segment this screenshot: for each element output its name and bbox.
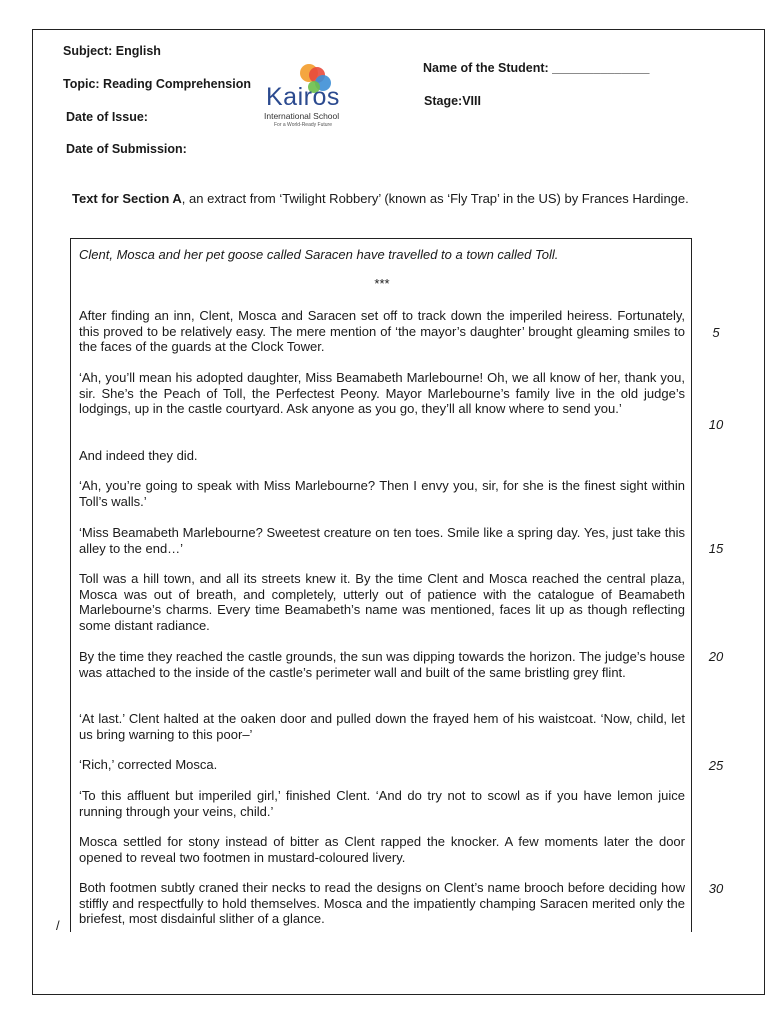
extract-paragraph: ‘Ah, you’re going to speak with Miss Marlebourne? Then I envy you, sir, for she is the finest sight within Toll’s walls.’ (79, 478, 685, 509)
extract-paragraph: ‘Rich,’ corrected Mosca. (79, 757, 218, 772)
extract-intro: Clent, Mosca and her pet goose called Saracen have travelled to a town called Toll. (79, 247, 559, 262)
section-intro-rest: , an extract from ‘Twilight Robbery’ (known as ‘Fly Trap’ in the US) by Frances Hardinge. (181, 191, 689, 206)
logo-wordmark: Kairos (266, 83, 340, 111)
stray-mark: / (56, 918, 60, 933)
date-of-submission-label: Date of Submission: (66, 142, 187, 156)
extract-paragraph: ‘Ah, you’ll mean his adopted daughter, Miss Beamabeth Marlebourne! Oh, we all know of her, thank you, sir. She’s the Peach of Toll, the Perfectest Peony. Mayor Marlebourne’s family live in the old judge’s lodgings, up in the castle courtyard. Ask anyone as you go, they’ll all know where to send you.’ (79, 370, 685, 416)
topic-label: Topic: Reading Comprehension (63, 77, 251, 91)
subject-label: Subject: English (63, 44, 161, 58)
line-number: 25 (708, 758, 724, 773)
section-intro-bold: Text for Section A (72, 191, 182, 206)
date-of-issue-label: Date of Issue: (66, 110, 148, 124)
scene-break: *** (374, 276, 390, 291)
line-number: 15 (708, 541, 724, 556)
line-number: 20 (708, 649, 724, 664)
extract-paragraph: By the time they reached the castle grounds, the sun was dipping towards the horizon. The judge’s house was attached to the inside of the castle’s perimeter wall and built of the same bristling grey flint. (79, 649, 685, 680)
section-intro (72, 191, 720, 207)
stage-label: Stage:VIII (424, 94, 481, 108)
logo-school-name: International School (264, 111, 340, 121)
extract-paragraph: ‘To this affluent but imperiled girl,’ finished Clent. ‘And do try not to scowl as if you have lemon juice running through your veins, child.’ (79, 788, 685, 819)
extract-paragraph: Toll was a hill town, and all its streets knew it. By the time Clent and Mosca reached the central plaza, Mosca was out of breath, and completely, utterly out of patience with the catalogue of Beamabeth Marlebourne’s charms. Every time Beamabeth’s name was mentioned, faces lit up as though reflecting some distant radiance. (79, 571, 685, 633)
extract-paragraph: Mosca settled for stony instead of bitter as Clent rapped the knocker. A few moments later the door opened to reveal two footmen in mustard-coloured livery. (79, 834, 685, 865)
line-number: 10 (708, 417, 724, 432)
logo-tagline: For a World-Ready Future (274, 122, 332, 128)
extract-paragraph: And indeed they did. (79, 448, 198, 463)
line-number: 30 (708, 881, 724, 896)
extract-paragraph: ‘Miss Beamabeth Marlebourne? Sweetest creature on ten toes. Smile like a spring day. Yes, just take this alley to the end…’ (79, 525, 685, 556)
school-logo (258, 61, 362, 131)
extract-paragraph: ‘At last.’ Clent halted at the oaken door and pulled down the frayed hem of his waistcoat. ‘Now, child, let us bring warning to this poor–’ (79, 711, 685, 742)
line-number: 5 (712, 325, 720, 340)
extract-paragraph: After finding an inn, Clent, Mosca and Saracen set off to track down the imperiled heiress. Fortunately, this proved to be relatively easy. The mere mention of ‘the mayor’s daughter’ brought gleaming smiles to the faces of the guards at the Clock Tower. (79, 308, 685, 354)
student-name-field: Name of the Student: ______________ (423, 61, 650, 75)
extract-paragraph: Both footmen subtly craned their necks to read the designs on Clent’s name brooch before deciding how stiffly and respectfully to hold themselves. Mosca and the impatiently champing Saracen merited only the briefest, most disdainful slither of a glance. (79, 880, 685, 926)
